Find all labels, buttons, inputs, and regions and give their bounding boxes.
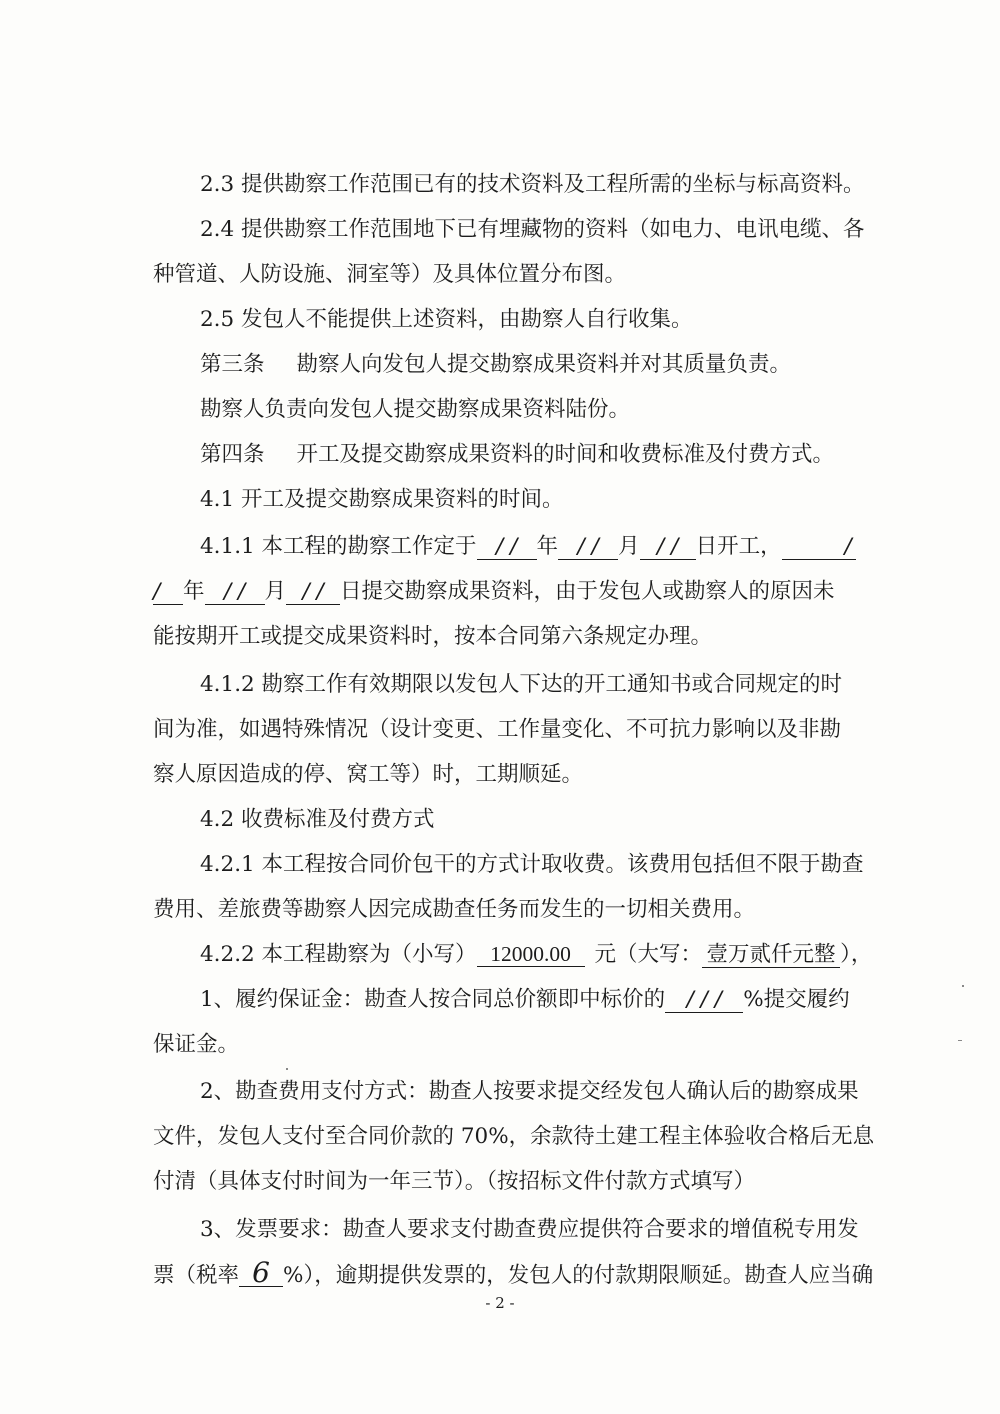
fee-label: 4.2.2 本工程勘察为（小写） [200, 942, 477, 967]
start-label: 日开工， [695, 534, 782, 559]
article-3-label: 第三条 [200, 352, 265, 377]
deposit-clause [200, 985, 890, 1015]
deposit-text: %提交履约 [743, 987, 850, 1012]
clause-4-1-1-cont [153, 577, 893, 607]
article-3 [200, 350, 890, 380]
submit-year-field-a: / [782, 535, 856, 560]
invoice-clause-cont [153, 1256, 893, 1291]
submit-month-field: / / [205, 580, 265, 605]
clause-4-1-2-cont: 间为准，如遇特殊情况（设计变更、工作量变化、不可抗力影响以及非勘 [153, 717, 842, 742]
month-label-2: 月 [264, 579, 287, 604]
clause-4-1-2-end: 察人原因造成的停、窝工等）时，工期顺延。 [153, 762, 584, 787]
fee-big-label: 元（大写： [594, 942, 703, 967]
clause-4-2: 4.2 收费标准及付费方式 [200, 807, 435, 832]
clause-4-1: 4.1 开工及提交勘察成果资料的时间。 [200, 487, 564, 512]
deposit-pct-field: / / / [665, 988, 743, 1013]
year-label-2: 年 [183, 579, 205, 604]
start-month-field: / / [558, 535, 618, 560]
submit-year-field-b: / [153, 580, 183, 605]
clause-4-2-2 [200, 940, 890, 970]
payment-clause: 2、勘查费用支付方式：勘查人按要求提交经发包人确认后的勘察成果 [200, 1079, 859, 1104]
scan-speck [962, 985, 964, 987]
clause-4-1-1-text: 4.1.1 本工程的勘察工作定于 [200, 534, 477, 559]
submit-day-field: / / [286, 580, 340, 605]
article-3-copies: 勘察人负责向发包人提交勘察成果资料陆份。 [200, 397, 631, 422]
article-3-text: 勘察人向发包人提交勘察成果资料并对其质量负责。 [296, 352, 792, 377]
payment-clause-end: 付清（具体支付时间为一年三节）。（按招标文件付款方式填写） [153, 1169, 756, 1194]
fee-small-field: 12000.00 [477, 942, 585, 967]
clause-4-1-1 [200, 532, 890, 562]
invoice-text: %），逾期提供发票的，发包人的付款期限顺延。勘查人应当确 [283, 1263, 874, 1288]
deposit-clause-cont: 保证金。 [153, 1032, 240, 1057]
clause-4-1-2: 4.1.2 勘察工作有效期限以发包人下达的开工通知书或合同规定的时 [200, 672, 843, 697]
article-4-text: 开工及提交勘察成果资料的时间和收费标准及付费方式。 [296, 442, 835, 467]
payment-clause-cont: 文件，发包人支付至合同价款的 70%，余款待土建工程主体验收合格后无息 [153, 1124, 875, 1149]
article-4 [200, 440, 890, 470]
fee-big-field: 壹万贰仟元整 [702, 943, 840, 968]
tax-rate-field: 6 [239, 1260, 283, 1287]
month-label: 月 [618, 534, 640, 559]
scan-speck [286, 1068, 288, 1070]
clause-4-1-1-end: 能按期开工或提交成果资料时，按本合同第六条规定办理。 [153, 624, 713, 649]
clause-2-5: 2.5 发包人不能提供上述资料，由勘察人自行收集。 [200, 307, 693, 332]
tax-label: 票（税率 [153, 1263, 240, 1288]
article-4-label: 第四条 [200, 442, 265, 467]
invoice-clause: 3、发票要求：勘查人要求支付勘查费应提供符合要求的增值税专用发 [200, 1217, 859, 1242]
clause-4-2-1-cont: 费用、差旅费等勘察人因完成勘查任务而发生的一切相关费用。 [153, 897, 756, 922]
fee-close: ）， [840, 942, 873, 967]
clause-4-2-1: 4.2.1 本工程按合同价包干的方式计取收费。该费用包括但不限于勘查 [200, 852, 864, 877]
year-label: 年 [536, 534, 559, 559]
page-number: - 2 - [485, 1294, 515, 1312]
clause-2-4: 2.4 提供勘察工作范围地下已有埋藏物的资料（如电力、电讯电缆、各 [200, 217, 865, 242]
start-year-field: / / [477, 535, 537, 560]
clause-2-3: 2.3 提供勘察工作范围已有的技术资料及工程所需的坐标与标高资料。 [200, 172, 865, 197]
scan-speck [958, 1040, 962, 1041]
clause-2-4-cont: 种管道、人防设施、洞室等）及具体位置分布图。 [153, 262, 627, 287]
start-day-field: / / [640, 535, 696, 560]
deposit-label: 1、履约保证金：勘查人按合同总价额即中标价的 [200, 987, 666, 1012]
submit-text: 日提交勘察成果资料，由于发包人或勘察人的原因未 [340, 579, 835, 604]
